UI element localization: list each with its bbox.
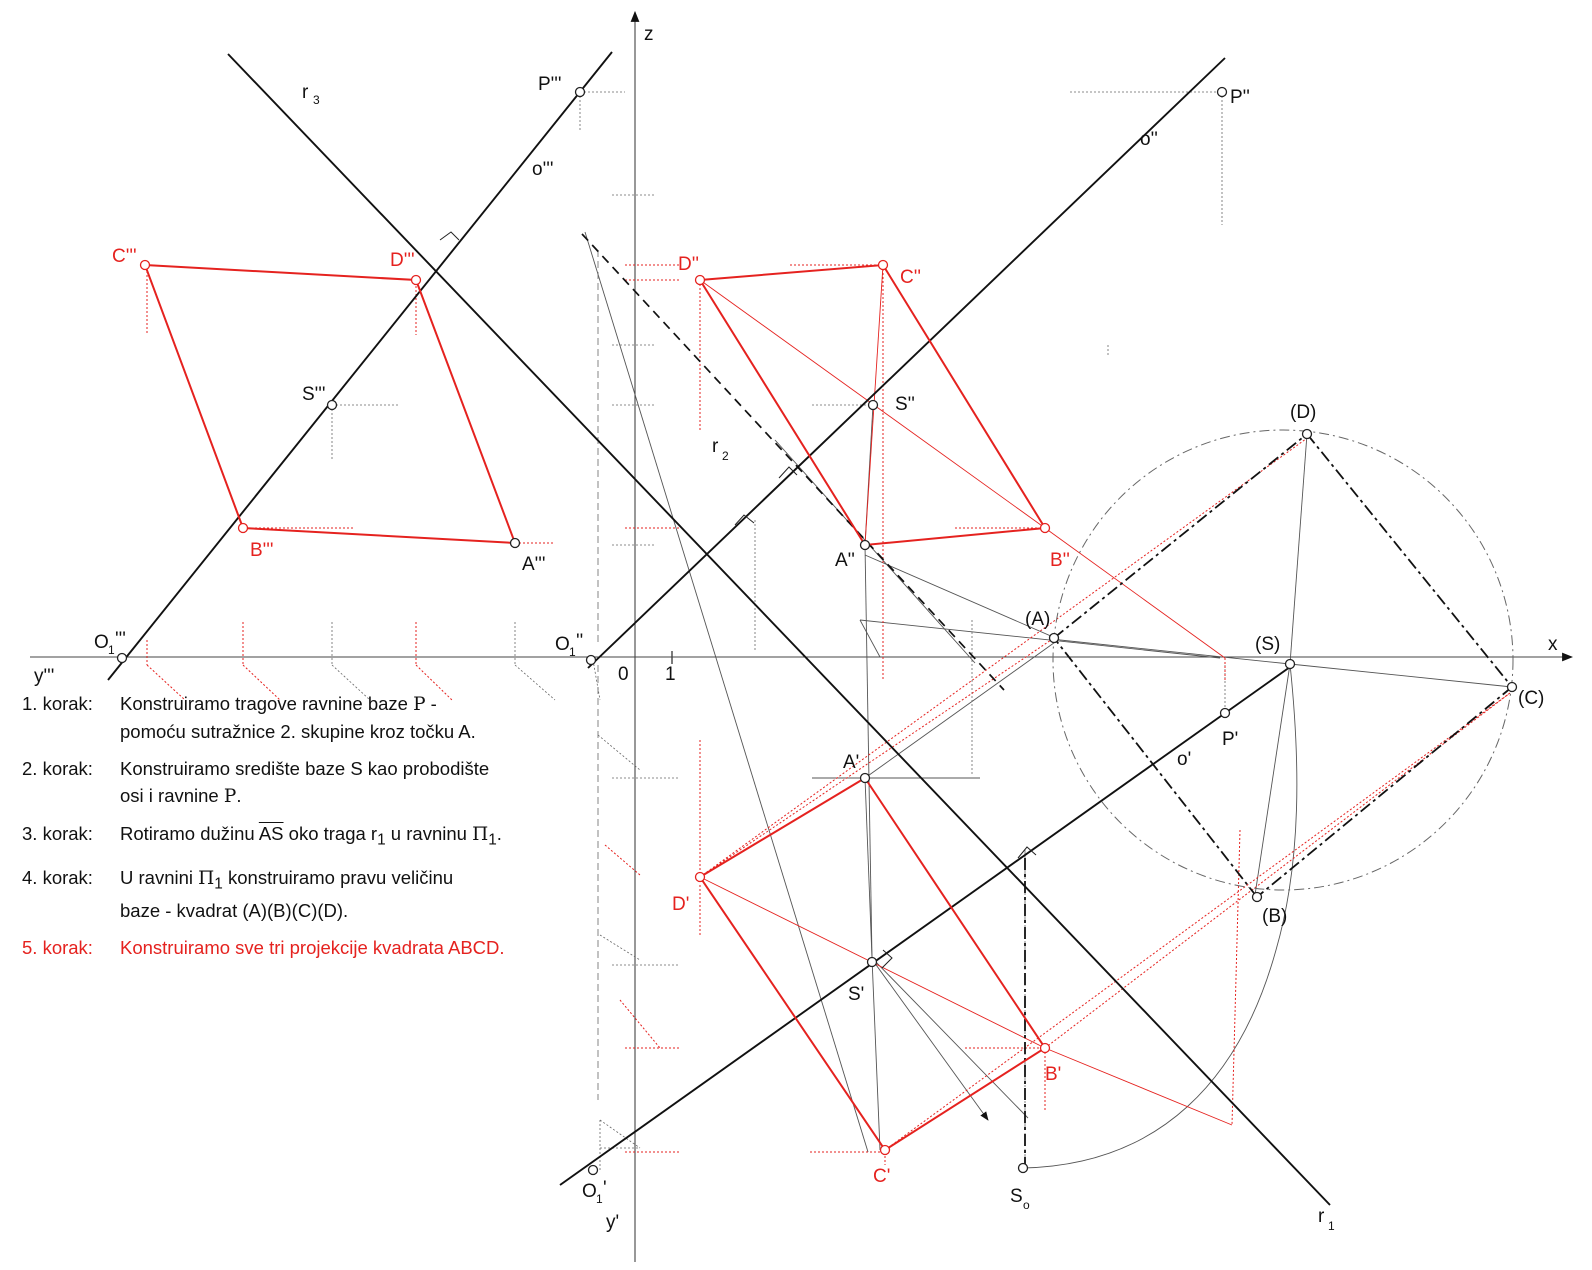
- labels: [34, 24, 1558, 1233]
- D2-label: D'': [678, 254, 699, 275]
- O1-front-mark: '': [576, 631, 584, 652]
- S0-label: S: [1010, 1186, 1023, 1207]
- P2-label: P'': [1230, 87, 1250, 108]
- step-4: [22, 864, 580, 925]
- O1-top-label: O: [582, 1181, 597, 1202]
- step-1: [22, 690, 580, 745]
- true-size-square: [1025, 434, 1512, 1168]
- D1-label: D': [672, 894, 690, 915]
- axis-y-ground-label: y': [606, 1212, 620, 1233]
- O1-side-sub: 1: [108, 643, 115, 657]
- r1-sub: 1: [1328, 1219, 1335, 1233]
- P3-label: P''': [538, 74, 562, 95]
- S3-label: S''': [302, 384, 326, 405]
- r3-sub: 3: [313, 93, 320, 107]
- O1-side-label: O: [94, 632, 109, 653]
- step-number: 5. korak:: [22, 937, 93, 959]
- step-number: 4. korak:: [22, 866, 93, 888]
- A3-label: A''': [522, 554, 546, 575]
- Dr-label: (D): [1290, 402, 1317, 423]
- axis-y-side-label: y''': [34, 666, 55, 687]
- step-number: 1. korak:: [22, 693, 93, 714]
- S0-sub: o: [1023, 1198, 1030, 1212]
- step-text: Konstruiramo središte baze S kao probodište osi i ravnine P.: [120, 758, 490, 807]
- traces-and-axes: [108, 52, 1330, 1205]
- C2-label: C'': [900, 267, 921, 288]
- r1-label: r: [1318, 1206, 1325, 1227]
- axis-z-label: z: [644, 24, 654, 45]
- C1-label: C': [873, 1166, 891, 1187]
- O1-front-sub: 1: [569, 645, 576, 659]
- reference-dotted-lines: [332, 92, 1225, 1170]
- O1-top-mark: ': [603, 1178, 607, 1199]
- construction-steps: [22, 690, 580, 971]
- D3-label: D''': [390, 250, 415, 271]
- step-number: 2. korak:: [22, 758, 93, 779]
- C3-label: C''': [112, 246, 137, 267]
- A2-label: A'': [835, 550, 855, 571]
- Br-label: (B): [1262, 906, 1288, 927]
- B3-label: B''': [250, 540, 274, 561]
- step-2: [22, 755, 580, 810]
- S2-label: S'': [895, 394, 915, 415]
- step-text: U ravnini $\Pi_1$ konstruiramo pravu veličinu baze - kvadrat (A)(B)(C)(D).: [120, 866, 454, 922]
- step-text: Konstruiramo sve tri projekcije kvadrata ABCD.: [120, 937, 505, 959]
- step-text: Konstruiramo tragove ravnine baze P - pomoću sutražnice 2. skupine kroz točku A.: [120, 693, 476, 742]
- step-number: 3. korak:: [22, 823, 93, 844]
- Sr-label: (S): [1255, 634, 1281, 655]
- r2-label: r: [712, 436, 719, 457]
- Cr-label: (C): [1518, 688, 1545, 709]
- A1-label: A': [843, 752, 860, 773]
- B2-label: B'': [1050, 550, 1070, 571]
- r2-sub: 2: [722, 449, 729, 463]
- r3-label: r: [302, 82, 309, 103]
- rotation-circle: [1053, 430, 1513, 890]
- coordinate-axes: [30, 12, 1572, 1262]
- trace-r2: [582, 234, 1004, 690]
- step-5: [22, 934, 580, 961]
- o2-label: o'': [1140, 129, 1158, 150]
- B1-label: B': [1045, 1064, 1062, 1085]
- thin-construction-lines: [585, 232, 1512, 1168]
- points: [118, 88, 1517, 1175]
- unit-label: 1: [665, 664, 676, 685]
- P1-label: P': [1222, 729, 1239, 750]
- O1-top-sub: 1: [596, 1192, 603, 1206]
- o3-label: o''': [532, 159, 554, 180]
- O1-side-mark: ''': [115, 629, 126, 650]
- o1-label: o': [1177, 749, 1192, 770]
- origin-label: 0: [618, 664, 629, 685]
- step-3: [22, 820, 580, 854]
- Ar-label: (A): [1025, 609, 1051, 630]
- O1-front-label: O: [555, 634, 570, 655]
- S1-label: S': [848, 984, 865, 1005]
- axis-x-label: x: [1548, 634, 1558, 655]
- step-text: Rotiramo dužinu $\overline{AS}$ oko traga $r_1$ u ravninu $\Pi_1$.: [120, 823, 502, 849]
